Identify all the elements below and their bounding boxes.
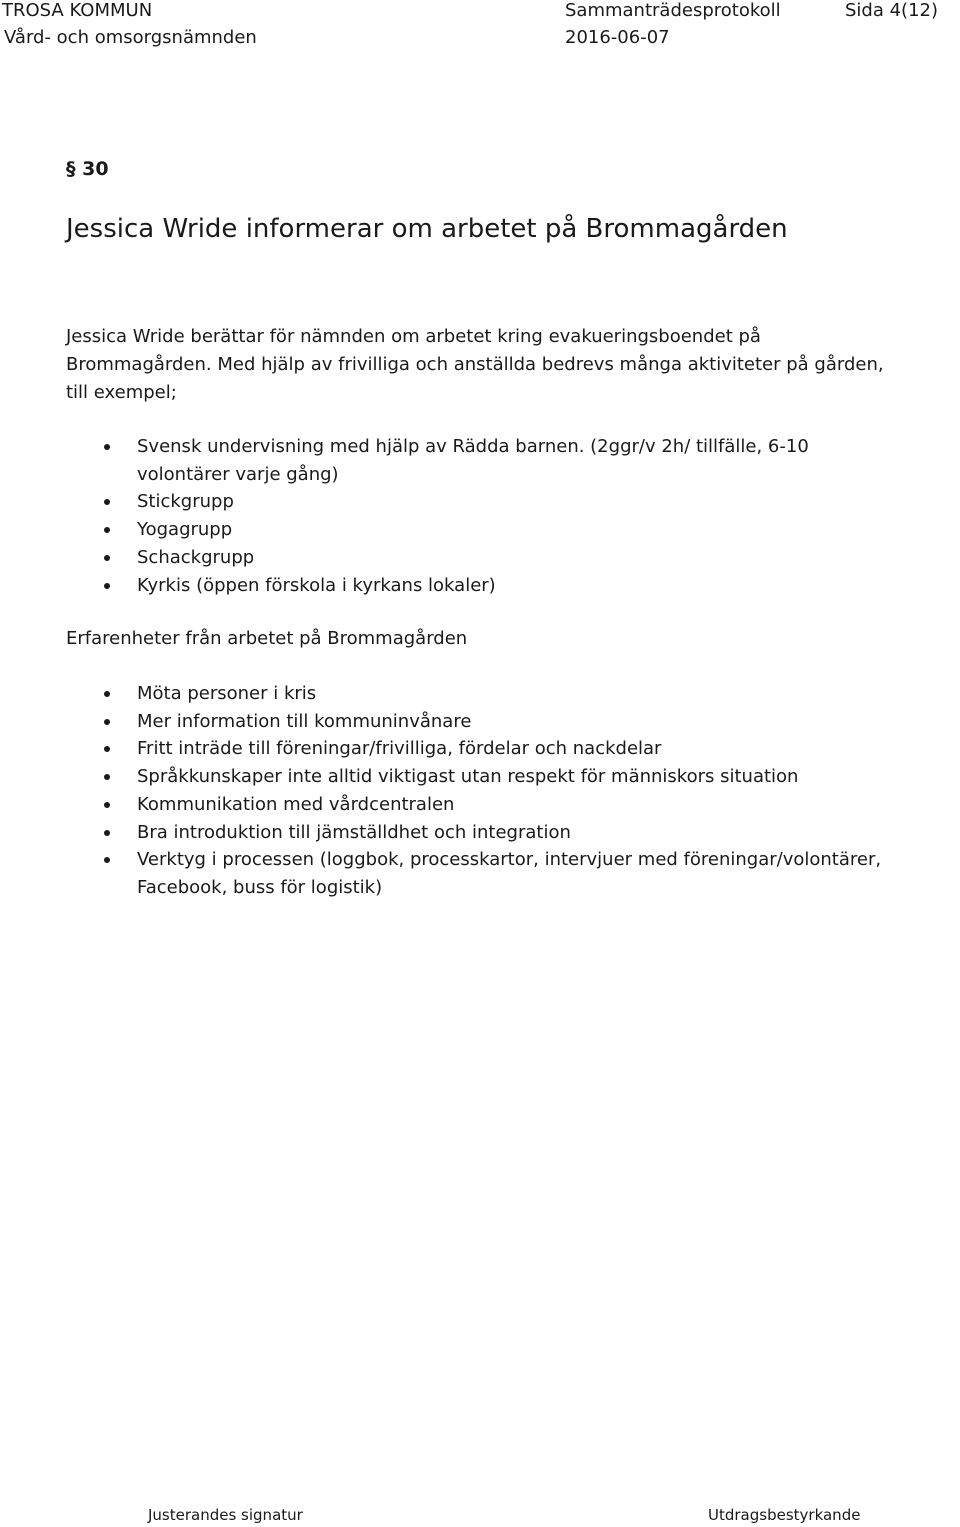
bullet-icon xyxy=(104,555,110,561)
list-item-text: Kommunikation med vårdcentralen xyxy=(137,793,455,815)
bullet-icon xyxy=(104,499,110,505)
list-item-text: Fritt inträde till föreningar/frivilliga, fördelar och nackdelar xyxy=(137,738,662,760)
list-item xyxy=(0,708,897,736)
bullet-icon xyxy=(104,527,110,533)
list-item xyxy=(0,433,897,488)
list-item-text: Mer information till kommuninvånare xyxy=(137,710,472,732)
list-item xyxy=(0,735,897,763)
list-item xyxy=(0,572,897,600)
bullet-icon xyxy=(104,691,110,697)
list-item-text: Schackgrupp xyxy=(137,546,255,568)
paragraph-number: § 30 xyxy=(66,158,109,180)
header-page-number: Sida 4(12) xyxy=(845,0,939,21)
list-item xyxy=(0,791,897,819)
header-committee: Vård- och omsorgsnämnden xyxy=(4,27,257,48)
activities-list xyxy=(0,433,897,599)
list-item-text: Kyrkis (öppen förskola i kyrkans lokaler) xyxy=(137,574,496,596)
header-date: 2016-06-07 xyxy=(565,27,670,48)
section-title: Jessica Wride informerar om arbetet på Brommagården xyxy=(66,214,788,244)
header-org: TROSA KOMMUN xyxy=(2,0,153,21)
experiences-list xyxy=(0,680,897,902)
bullet-icon xyxy=(104,857,110,863)
list-item-text: Verktyg i processen (loggbok, processkartor, intervjuer med föreningar/volontärer, Facebook, buss för logistik) xyxy=(137,849,882,898)
list-item-text: Svensk undervisning med hjälp av Rädda barnen. (2ggr/v 2h/ tillfälle, 6-10 volontärer varje gång) xyxy=(137,436,809,485)
list-item xyxy=(0,846,897,901)
list-item-text: Bra introduktion till jämställdhet och integration xyxy=(137,821,571,843)
list-item xyxy=(0,516,897,544)
bullet-icon xyxy=(104,719,110,725)
bullet-icon xyxy=(104,830,110,836)
list-item xyxy=(0,763,897,791)
bullet-icon xyxy=(104,444,110,450)
list-item-text: Språkkunskaper inte alltid viktigast utan respekt för människors situation xyxy=(137,766,799,788)
list-item xyxy=(0,680,897,708)
list-item-text: Yogagrupp xyxy=(137,519,233,541)
list-item xyxy=(0,488,897,516)
bullet-icon xyxy=(104,774,110,780)
footer-certification-label: Utdragsbestyrkande xyxy=(708,1506,861,1524)
bullet-icon xyxy=(104,746,110,752)
list-item-text: Möta personer i kris xyxy=(137,683,317,704)
list-item xyxy=(0,819,897,847)
bullet-icon xyxy=(104,802,110,808)
list-item-text: Stickgrupp xyxy=(137,491,234,513)
intro-paragraph: Jessica Wride berättar för nämnden om arbetet kring evakueringsboendet på Brommagården. Med hjälp av frivilliga och anställda bedrevs många aktiviteter på gården, till exempel; xyxy=(66,326,884,403)
list-item xyxy=(0,544,897,572)
header-doc-type: Sammanträdesprotokoll xyxy=(565,0,781,21)
experiences-heading: Erfarenheter från arbetet på Brommagården xyxy=(66,628,468,649)
bullet-icon xyxy=(104,583,110,589)
footer-signature-label: Justerandes signatur xyxy=(148,1506,303,1524)
